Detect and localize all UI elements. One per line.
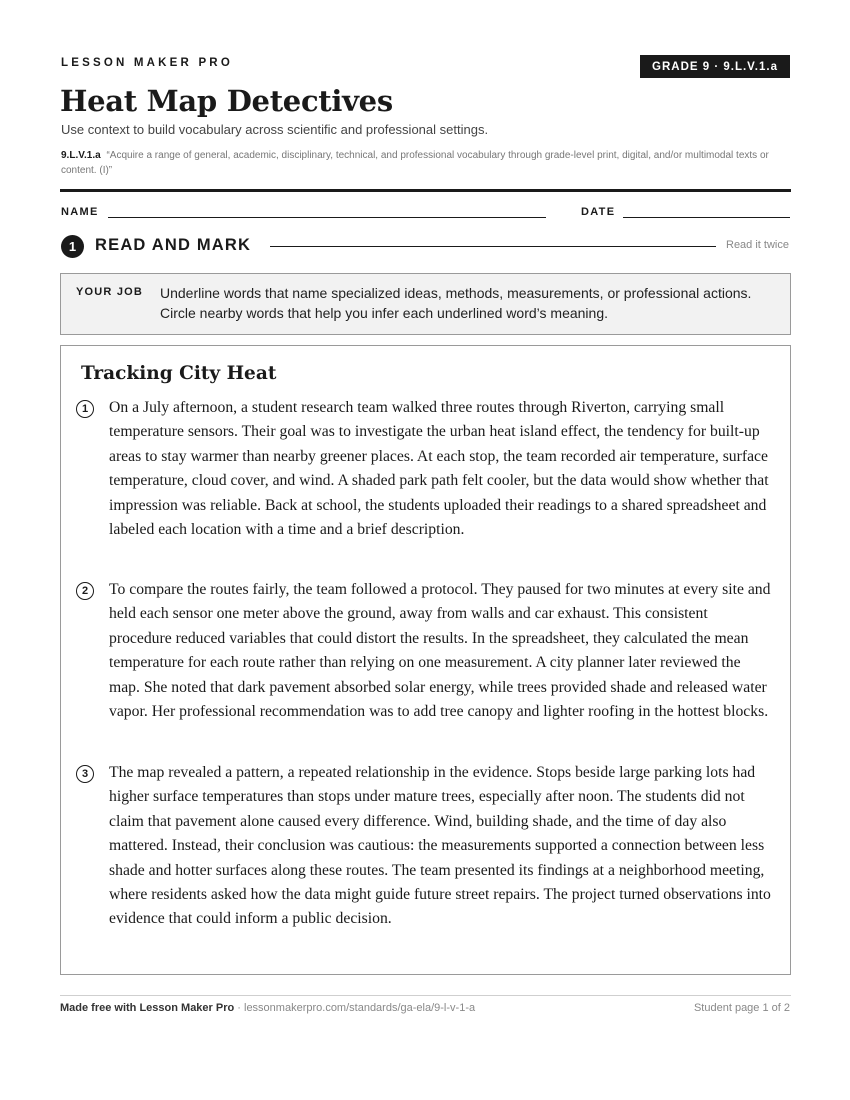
reading-passage-box <box>60 345 791 975</box>
passage-title: Tracking City Heat <box>81 363 277 384</box>
date-label: DATE <box>581 206 616 218</box>
job-instructions-box <box>60 273 791 335</box>
name-label: NAME <box>61 206 99 218</box>
job-text: Underline words that name specialized ideas, methods, measurements, or professional actions. Circle nearby words that help you infer each underlined word’s meaning. <box>160 285 752 321</box>
section-divider <box>270 246 716 247</box>
footer-url[interactable]: lessonmakerpro.com/standards/ga-ela/9-l-v-1-a <box>244 1002 476 1014</box>
worksheet-subtitle: Use context to build vocabulary across scientific and professional settings. <box>61 122 489 137</box>
paragraph-number-badge: 2 <box>76 582 94 600</box>
passage-paragraph[interactable]: The map revealed a pattern, a repeated relationship in the evidence. Stops beside large parking lots had higher surface temperatures than stops under mature trees, especially after noon. The students did not claim that pavement alone caused every difference. Wind, building shade, and the time of day also mattered. Instead, their conclusion was cautious: the measurements supported a connection between less shade and hotter surfaces along these routes. The team presented its findings at a neighborhood meeting, where residents asked how the data might guide future street repairs. The project turned observations into evidence that could inform a public decision. <box>109 764 771 928</box>
header-divider <box>60 189 791 192</box>
footer-divider <box>60 995 791 996</box>
standard-description <box>61 148 791 178</box>
job-label: YOUR JOB <box>76 286 144 298</box>
page-indicator: Student page 1 of 2 <box>693 1002 790 1014</box>
standard-text: “Acquire a range of general, academic, disciplinary, technical, and professional vocabulary through grade-level print, digital, and/or multimodal texts or content. (I)” <box>61 150 769 176</box>
footer-made-with: Made free with Lesson Maker Pro <box>60 1002 235 1014</box>
section-title: READ AND MARK <box>95 236 252 254</box>
passage-paragraph[interactable]: To compare the routes fairly, the team followed a protocol. They paused for two minutes at every site and held each sensor one meter above the ground, away from walls and car exhaust. This consistent procedure reduced variables that could distort the results. In the spreadsheet, they calculated the mean temperature for each route rather than relying on one measurement. A city planner later reviewed the map. She noted that dark pavement absorbed solar energy, while trees provided shade and released water vapor. Her professional recommendation was to add tree canopy and lighter roofing in the hottest blocks. <box>109 581 771 721</box>
date-field[interactable] <box>623 217 790 218</box>
worksheet-title: Heat Map Detectives <box>60 84 393 118</box>
grade-badge: GRADE 9 · 9.L.V.1.a <box>640 55 790 78</box>
section-note: Read it twice <box>726 239 789 251</box>
footer-credit <box>60 1002 475 1014</box>
paragraph-number-badge: 3 <box>76 765 94 783</box>
paragraph-number-badge: 1 <box>76 400 94 418</box>
footer-separator: · <box>234 1002 244 1014</box>
passage-paragraph[interactable]: On a July afternoon, a student research team walked three routes through Riverton, carrying small temperature sensors. Their goal was to investigate the urban heat island effect, the tendency for built-up areas to stay warmer than nearby greener places. At each stop, the team recorded air temperature, surface temperature, cloud cover, and wind. A shaded park path felt cooler, but the data would show whether that impression was reliable. Back at school, the students uploaded their readings to a shared spreadsheet and labeled each location with a time and a brief description. <box>109 399 769 539</box>
brand-label: LESSON MAKER PRO <box>61 57 233 69</box>
section-number-badge: 1 <box>61 235 84 258</box>
standard-code: 9.L.V.1.a <box>61 150 101 161</box>
name-field[interactable] <box>108 217 546 218</box>
